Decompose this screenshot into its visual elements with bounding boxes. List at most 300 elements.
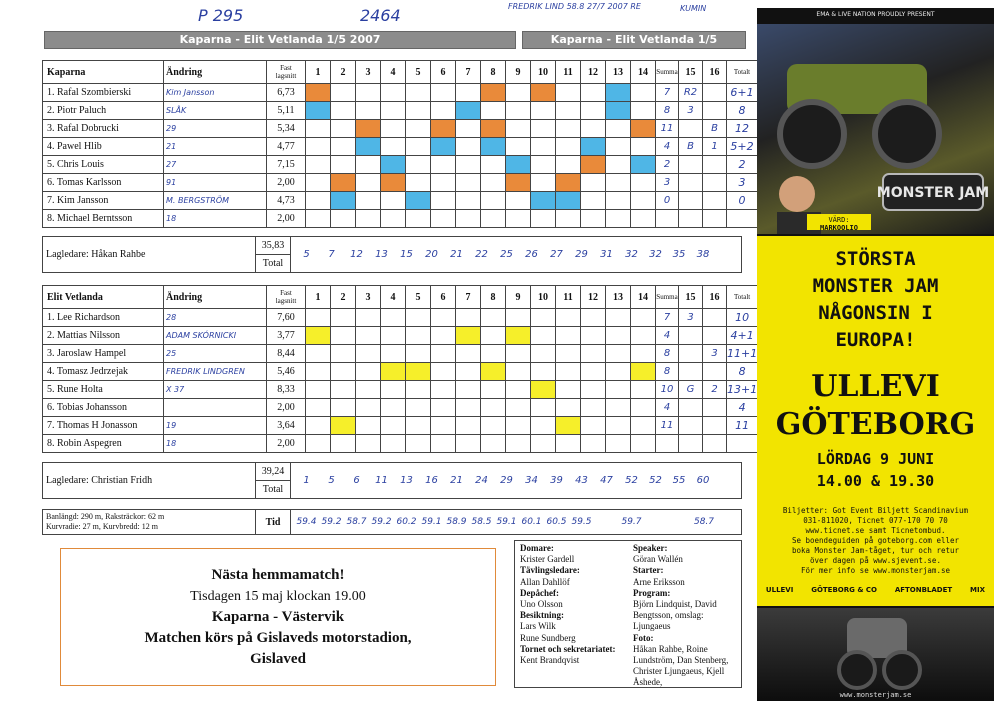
heat-cell — [331, 156, 356, 174]
heat-cell — [506, 363, 531, 381]
heat-cell — [481, 138, 506, 156]
ad-url: www.monsterjam.se — [839, 691, 912, 699]
running-total: 26 — [525, 249, 538, 260]
heat-cell — [356, 84, 381, 102]
heat-cell — [331, 210, 356, 228]
change-header: Ändring — [164, 286, 267, 309]
rider-heat-16 — [703, 156, 727, 174]
heat-cell — [356, 156, 381, 174]
heat-cell — [306, 327, 331, 345]
rider-heat-16 — [703, 399, 727, 417]
heat-header: 8 — [481, 61, 506, 84]
heat-cell — [606, 120, 631, 138]
match-banner-right: Kaparna - Elit Vetlanda 1/5 — [522, 31, 746, 49]
heat-cell — [406, 174, 431, 192]
heat-cell — [331, 345, 356, 363]
heat-cell — [306, 102, 331, 120]
heat-cell — [331, 138, 356, 156]
rider-sum: 10 — [656, 381, 679, 399]
heat-header: 4 — [381, 286, 406, 309]
heat-cell — [381, 435, 406, 453]
team-a-name: Kaparna — [43, 61, 164, 84]
ad-info-line: boka Monster Jam-tåget, tur och retur — [791, 546, 960, 555]
rider-average: 5,11 — [267, 102, 306, 120]
heat-header: 16 — [703, 286, 727, 309]
heat-cell — [431, 210, 456, 228]
heat-time: 59.5 — [571, 517, 592, 527]
heat-header: 11 — [556, 61, 581, 84]
total-header: Totalt — [727, 61, 758, 84]
heat-times — [291, 510, 742, 535]
officials-right — [633, 543, 743, 689]
heat-time: 60.5 — [546, 517, 567, 527]
heat-time: 59.2 — [371, 517, 392, 527]
heat-cell — [606, 84, 631, 102]
officials-box — [514, 540, 742, 688]
heat-header: 8 — [481, 286, 506, 309]
heat-cell — [581, 309, 606, 327]
heat-cell — [381, 192, 406, 210]
heat-header: 5 — [406, 61, 431, 84]
running-total: 12 — [350, 249, 363, 260]
rider-total: 11+1 — [727, 345, 758, 363]
rider-heat-16 — [703, 102, 727, 120]
rider-name: 8. Robin Aspegren — [43, 435, 164, 453]
team-b-total-label: Total — [256, 481, 291, 499]
next-match-venue: Matchen körs på Gislaveds motorstadion, — [144, 630, 412, 646]
heat-cell — [406, 435, 431, 453]
heat-cell — [631, 345, 656, 363]
rider-total: 11 — [727, 417, 758, 435]
rider-heat-16: 2 — [703, 381, 727, 399]
rider-row — [43, 327, 758, 345]
rider-heat-15 — [679, 417, 703, 435]
rider-change: 91 — [164, 174, 267, 192]
ad-photo-top — [757, 24, 994, 234]
rider-heat-16: 1 — [703, 138, 727, 156]
ad-info-line: Se boendeguiden på goteborg.com eller — [791, 536, 960, 545]
heat-header: 4 — [381, 61, 406, 84]
rider-row — [43, 363, 758, 381]
rider-heat-16 — [703, 174, 727, 192]
official-entry — [520, 644, 630, 666]
heat-cell — [356, 192, 381, 210]
heat-cell — [631, 84, 656, 102]
official-name: Lars Wilk — [520, 621, 556, 632]
heat-cell — [481, 102, 506, 120]
heat-time-extra: 58.7 — [693, 517, 715, 527]
rider-name: 7. Kim Jansson — [43, 192, 164, 210]
rider-row — [43, 210, 758, 228]
ad-venue-line: ULLEVI — [811, 369, 940, 404]
heat-cell — [481, 345, 506, 363]
running-total: 22 — [475, 249, 488, 260]
next-match-teams: Kaparna - Västervik — [211, 609, 345, 625]
heat-cell — [581, 210, 606, 228]
heat-cell — [356, 327, 381, 345]
heat-cell — [356, 120, 381, 138]
heat-time: 58.9 — [446, 517, 467, 527]
ad-sponsor: AFTONBLADET — [894, 586, 953, 594]
heat-cell — [631, 174, 656, 192]
heat-cell — [506, 210, 531, 228]
rider-row — [43, 174, 758, 192]
heat-time-extra — [644, 517, 668, 527]
time-label: Tid — [256, 510, 291, 535]
heat-header: 6 — [431, 61, 456, 84]
heat-cell — [606, 210, 631, 228]
heat-cell — [306, 381, 331, 399]
rider-heat-16 — [703, 363, 727, 381]
heat-time: 58.5 — [471, 517, 492, 527]
track-info-table — [42, 509, 742, 535]
change-header: Ändring — [164, 61, 267, 84]
heat-cell — [606, 417, 631, 435]
rider-sum: 11 — [656, 120, 679, 138]
rider-sum: 7 — [656, 84, 679, 102]
official-entry — [520, 543, 630, 565]
heat-cell — [431, 102, 456, 120]
heat-cell — [531, 156, 556, 174]
running-total: 5 — [328, 475, 335, 486]
official-role: Tornet och sekretariatet: — [520, 643, 616, 654]
heat-cell — [431, 435, 456, 453]
rider-sum: 8 — [656, 102, 679, 120]
heat-cell — [631, 192, 656, 210]
running-total: 11 — [375, 475, 388, 486]
heat-cell — [556, 102, 581, 120]
heat-cell — [506, 345, 531, 363]
heat-header: 13 — [606, 286, 631, 309]
heat-cell — [606, 156, 631, 174]
heat-cell — [381, 120, 406, 138]
ad-presenter: EMA & LIVE NATION PROUDLY PRESENT — [816, 11, 935, 18]
heat-cell — [556, 84, 581, 102]
running-extra: 38 — [696, 249, 710, 260]
rider-change: 18 — [164, 435, 267, 453]
rider-sum: 3 — [656, 174, 679, 192]
heat-cell — [631, 120, 656, 138]
official-role: Foto: — [633, 632, 654, 643]
heat-cell — [431, 327, 456, 345]
rider-change: FREDRIK LINDGREN — [164, 363, 267, 381]
rider-change: 27 — [164, 156, 267, 174]
heat-cell — [581, 84, 606, 102]
heat-cell — [481, 363, 506, 381]
rider-change: 25 — [164, 345, 267, 363]
heat-cell — [406, 138, 431, 156]
officials-left — [520, 543, 630, 666]
ad-info-line: För mer info se www.monsterjam.se — [800, 566, 950, 575]
heat-cell — [431, 363, 456, 381]
running-total: 32 — [625, 249, 638, 260]
team-a-leader: Lagledare: Håkan Rahbe — [43, 237, 256, 273]
heat-cell — [506, 327, 531, 345]
heat-cell — [331, 174, 356, 192]
heat-cell — [456, 345, 481, 363]
rider-average: 3,64 — [267, 417, 306, 435]
heat-cell — [431, 84, 456, 102]
rider-heat-15: G — [679, 381, 703, 399]
rider-average: 5,46 — [267, 363, 306, 381]
heat-cell — [581, 435, 606, 453]
rider-name: 1. Lee Richardson — [43, 309, 164, 327]
rider-heat-15: 3 — [679, 102, 703, 120]
running-total: 27 — [550, 249, 563, 260]
heat-cell — [431, 345, 456, 363]
rider-heat-16 — [703, 309, 727, 327]
heat-cell — [306, 174, 331, 192]
heat-cell — [531, 120, 556, 138]
rider-row — [43, 309, 758, 327]
heat-cell — [356, 435, 381, 453]
rider-row — [43, 156, 758, 174]
heat-time: 60.1 — [521, 517, 542, 527]
heat-cell — [406, 399, 431, 417]
heat-cell — [581, 345, 606, 363]
rider-average: 8,44 — [267, 345, 306, 363]
heat-cell — [556, 363, 581, 381]
heat-cell — [506, 84, 531, 102]
heat-cell — [531, 399, 556, 417]
rider-heat-15 — [679, 174, 703, 192]
heat-cell — [506, 435, 531, 453]
heat-cell — [456, 192, 481, 210]
heat-cell — [556, 309, 581, 327]
next-home-match — [60, 548, 496, 686]
heat-cell — [481, 120, 506, 138]
heat-cell — [381, 156, 406, 174]
team-a-running-totals — [291, 237, 742, 273]
rider-heat-15: R2 — [679, 84, 703, 102]
heat-header: 2 — [331, 61, 356, 84]
rider-heat-16 — [703, 417, 727, 435]
rider-heat-15 — [679, 435, 703, 453]
running-total: 39 — [550, 475, 563, 486]
heat-cell — [306, 120, 331, 138]
heat-cell — [606, 192, 631, 210]
heat-cell — [331, 399, 356, 417]
handwritten-note-left: P 295 — [198, 6, 244, 25]
rider-name: 5. Chris Louis — [43, 156, 164, 174]
heat-cell — [356, 210, 381, 228]
heat-cell — [331, 84, 356, 102]
running-total: 21 — [450, 475, 463, 486]
heat-cell — [406, 192, 431, 210]
heat-cell — [331, 102, 356, 120]
heat-cell — [456, 327, 481, 345]
heat-cell — [556, 120, 581, 138]
rider-sum: 4 — [656, 327, 679, 345]
heat-cell — [581, 399, 606, 417]
rider-total: 13+1 — [727, 381, 758, 399]
heat-header: 16 — [703, 61, 727, 84]
rider-row — [43, 192, 758, 210]
rider-heat-16 — [703, 84, 727, 102]
team-b-leader: Lagledare: Christian Fridh — [43, 463, 256, 499]
official-role: Program: — [633, 587, 671, 598]
heat-cell — [606, 102, 631, 120]
heat-cell — [556, 417, 581, 435]
avg-header: Fast lagsnitt — [267, 61, 306, 84]
official-entry — [520, 633, 630, 644]
heat-cell — [381, 345, 406, 363]
heat-header: 11 — [556, 286, 581, 309]
heat-header: 10 — [531, 61, 556, 84]
heat-cell — [406, 84, 431, 102]
heat-cell — [406, 327, 431, 345]
rider-average: 2,00 — [267, 210, 306, 228]
running-total: 13 — [400, 475, 413, 486]
heat-cell — [531, 381, 556, 399]
rider-heat-15: B — [679, 138, 703, 156]
rider-sum — [656, 210, 679, 228]
rider-total: 3 — [727, 174, 758, 192]
rider-average: 3,77 — [267, 327, 306, 345]
heat-cell — [556, 399, 581, 417]
heat-cell — [456, 174, 481, 192]
ad-venue — [757, 368, 994, 444]
handwritten-note-right: FREDRIK LIND 58.8 27/7 2007 RE — [508, 2, 641, 11]
rider-total: 8 — [727, 363, 758, 381]
heat-cell — [456, 138, 481, 156]
heat-cell — [306, 156, 331, 174]
running-total: 34 — [525, 475, 538, 486]
heat-cell — [606, 174, 631, 192]
running-sum: 32 — [649, 249, 662, 260]
heat-cell — [406, 309, 431, 327]
heat-cell — [306, 84, 331, 102]
heat-cell — [581, 102, 606, 120]
running-total: 52 — [625, 475, 638, 486]
running-total: 31 — [600, 249, 613, 260]
rider-heat-15 — [679, 399, 703, 417]
heat-header: 1 — [306, 286, 331, 309]
rider-change: Kim Jansson — [164, 84, 267, 102]
rider-change: ADAM SKÓRNICKI — [164, 327, 267, 345]
rider-change: X 37 — [164, 381, 267, 399]
heat-cell — [556, 138, 581, 156]
heat-header: 3 — [356, 286, 381, 309]
official-role: Tävlingsledare: — [520, 565, 580, 576]
rider-total: 4+1 — [727, 327, 758, 345]
rider-change: SLÅK — [164, 102, 267, 120]
heat-cell — [506, 309, 531, 327]
heat-cell — [531, 417, 556, 435]
track-curve: Kurvradie: 27 m, Kurvbredd: 12 m — [46, 522, 158, 531]
running-total: 1 — [303, 475, 310, 486]
heat-cell — [456, 435, 481, 453]
heat-cell — [631, 156, 656, 174]
rider-name: 7. Thomas H Jonasson — [43, 417, 164, 435]
heat-cell — [406, 156, 431, 174]
running-total: 29 — [575, 249, 588, 260]
heat-cell — [306, 210, 331, 228]
team-b-name: Elit Vetlanda — [43, 286, 164, 309]
heat-cell — [431, 381, 456, 399]
heat-cell — [431, 417, 456, 435]
rider-row — [43, 381, 758, 399]
next-match-title: Nästa hemmamatch! — [211, 567, 345, 583]
rider-heat-16: B — [703, 120, 727, 138]
ad-headline-line: MONSTER JAM — [812, 275, 939, 297]
rider-name: 8. Michael Berntsson — [43, 210, 164, 228]
heat-cell — [406, 210, 431, 228]
heat-cell — [431, 138, 456, 156]
heat-cell — [506, 138, 531, 156]
heat-cell — [556, 381, 581, 399]
rider-average: 6,73 — [267, 84, 306, 102]
rider-average: 4,77 — [267, 138, 306, 156]
rider-name: 6. Tomas Karlsson — [43, 174, 164, 192]
rider-row — [43, 120, 758, 138]
heat-cell — [531, 345, 556, 363]
heat-cell — [581, 156, 606, 174]
rider-heat-15 — [679, 327, 703, 345]
heat-cell — [506, 174, 531, 192]
running-total: 5 — [303, 249, 310, 260]
heat-cell — [356, 345, 381, 363]
running-total: 7 — [328, 249, 335, 260]
rider-sum: 2 — [656, 156, 679, 174]
official-role: Besiktning: — [520, 610, 565, 621]
heat-header: 6 — [431, 286, 456, 309]
rider-average: 7,15 — [267, 156, 306, 174]
ad-info-line: över dagen på www.sjevent.se. — [810, 556, 941, 565]
rider-change — [164, 399, 267, 417]
heat-cell — [456, 363, 481, 381]
heat-header: 12 — [581, 286, 606, 309]
heat-header: 7 — [456, 286, 481, 309]
rider-total: 10 — [727, 309, 758, 327]
heat-cell — [481, 381, 506, 399]
heat-header: 2 — [331, 286, 356, 309]
heat-cell — [606, 435, 631, 453]
rider-row — [43, 102, 758, 120]
heat-cell — [506, 120, 531, 138]
rider-heat-15 — [679, 156, 703, 174]
handwritten-note-right2: KUMIN — [680, 4, 707, 13]
rider-change: 29 — [164, 120, 267, 138]
heat-cell — [481, 327, 506, 345]
heat-time: 59.7 — [621, 517, 642, 527]
heat-cell — [356, 399, 381, 417]
ad-times: 14.00 & 19.30 — [816, 472, 935, 490]
heat-cell — [581, 417, 606, 435]
rider-total: 4 — [727, 399, 758, 417]
heat-cell — [581, 363, 606, 381]
team-a-total-label: Total — [256, 255, 291, 273]
heat-cell — [356, 174, 381, 192]
heat-cell — [631, 417, 656, 435]
official-name: Björn Lindquist, David Bengtsson, omslag: Ljungaeus — [633, 599, 717, 632]
heat-header: 14 — [631, 286, 656, 309]
heat-cell — [531, 210, 556, 228]
rider-change: 28 — [164, 309, 267, 327]
rider-average: 2,00 — [267, 174, 306, 192]
next-match-city: Gislaved — [250, 651, 306, 667]
heat-cell — [481, 435, 506, 453]
rider-heat-16: 3 — [703, 345, 727, 363]
heat-cell — [356, 138, 381, 156]
heat-cell — [406, 120, 431, 138]
heat-cell — [606, 399, 631, 417]
heat-cell — [431, 174, 456, 192]
official-name: Uno Olsson — [520, 599, 563, 610]
rider-heat-16 — [703, 210, 727, 228]
ad-info-line: 031-811020, Ticnet 077-170 70 70 — [803, 516, 948, 525]
rider-sum: 0 — [656, 192, 679, 210]
